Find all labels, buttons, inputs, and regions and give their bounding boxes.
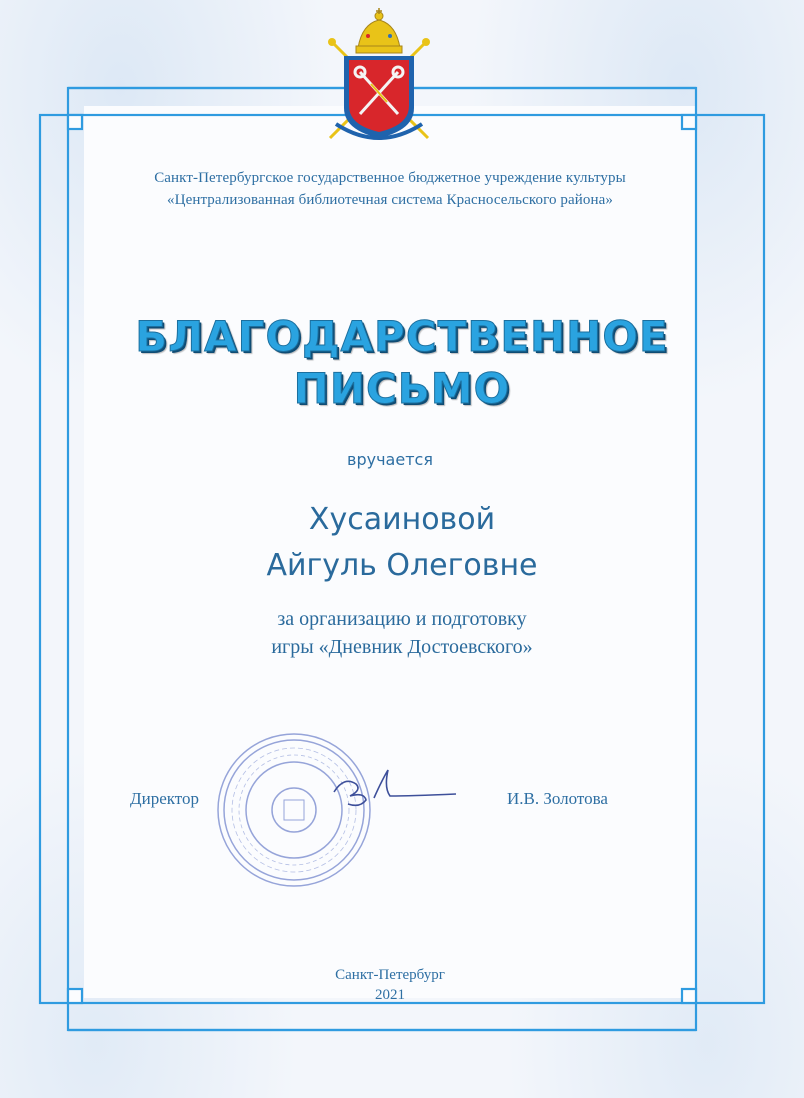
issue-place: Санкт-Петербург <box>335 967 445 983</box>
organization-line-2: «Централизованная библиотечная система Красносельского района» <box>167 192 613 208</box>
signatory-name: И.В. Золотова <box>507 789 608 808</box>
signatory-position: Директор <box>130 789 199 808</box>
coat-of-arms-emblem <box>318 6 440 146</box>
organization-line-1: Санкт-Петербургское государственное бюджетное учреждение культуры <box>154 170 626 186</box>
certificate-title-line-1: БЛАГОДАРСТВЕННОЕ <box>135 312 669 361</box>
recipient-surname: Хусаиновой <box>308 502 496 537</box>
issue-year: 2021 <box>375 987 405 1003</box>
recipient-given-names: Айгуль Олеговне <box>266 548 538 583</box>
certificate-title-line-2: ПИСЬМО <box>293 364 511 413</box>
director-signature <box>330 762 460 812</box>
reason-line-1: за организацию и подготовку <box>277 608 527 630</box>
awarded-text: вручается <box>347 450 433 469</box>
reason-line-2: игры «Дневник Достоевского» <box>271 636 533 658</box>
